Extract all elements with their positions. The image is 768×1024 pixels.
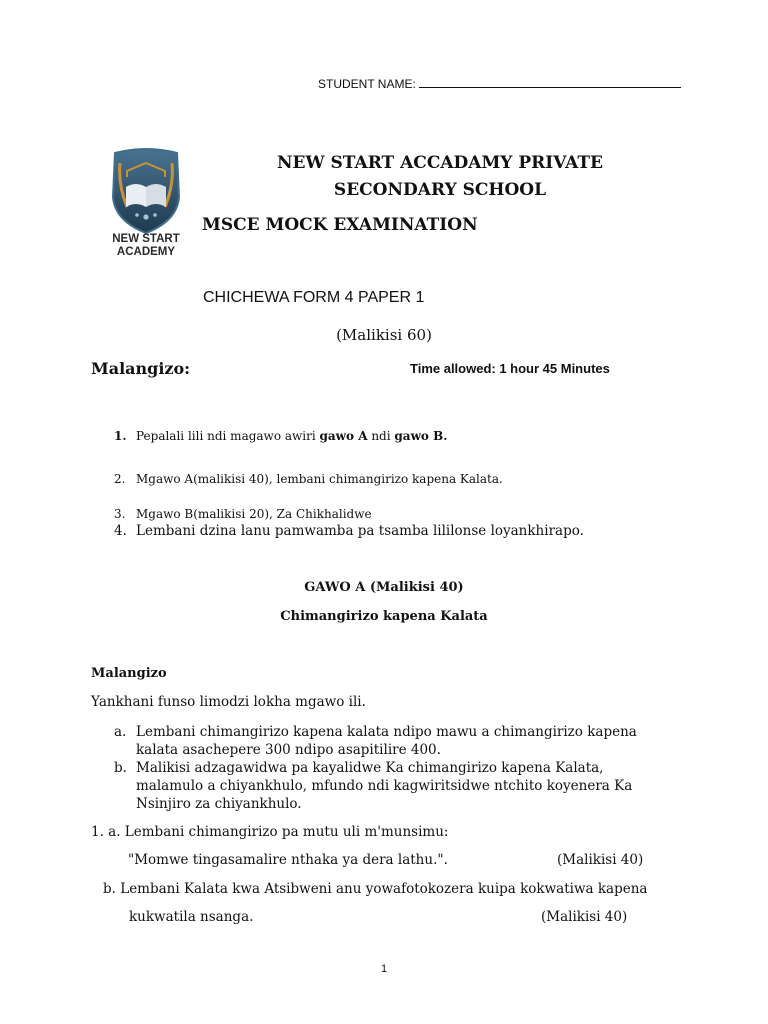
student-name-line xyxy=(318,76,681,91)
instruction-bold: gawo A xyxy=(319,429,368,443)
instruction-bold: gawo B. xyxy=(394,429,448,443)
section-a-subtitle: Chimangirizo kapena Kalata xyxy=(280,609,488,624)
instruction-text: Mgawo A(malikisi 40), lembani chimangirizo kapena Kalata. xyxy=(136,472,503,486)
section-intro: Yankhani funso limodzi lokha mgawo ili. xyxy=(91,694,366,710)
instruction-text: Lembani dzina lanu pamwamba pa tsamba lililonse loyankhirapo. xyxy=(136,523,584,539)
point-text: Lembani chimangirizo kapena kalata ndipo mawu a chimangirizo kapena kalata asachepere 300 ndipo asapitilire 400. xyxy=(136,724,637,758)
school-logo xyxy=(103,145,189,263)
question-1a: 1. a. Lembani chimangirizo pa mutu uli m'munsimu: xyxy=(91,824,449,840)
point-marker: a. xyxy=(114,724,127,740)
logo-text-line2: ACADEMY xyxy=(116,246,176,258)
paper-title: CHICHEWA FORM 4 PAPER 1 xyxy=(203,289,425,306)
section-a-title: GAWO A (Malikisi 40) xyxy=(304,580,464,595)
instructions-heading: Malangizo: xyxy=(91,359,191,378)
student-name-blank xyxy=(419,76,681,88)
total-marks-text: (Malikisi 60) xyxy=(336,326,432,344)
question-1b-marks: (Malikisi 40) xyxy=(541,909,628,925)
logo-text-line1: NEW START xyxy=(112,233,180,245)
question-1b-continued: kukwatila nsanga. xyxy=(129,909,254,925)
instruction-item-3 xyxy=(114,507,372,521)
instruction-number: 2. xyxy=(114,472,126,486)
page-number: 1 xyxy=(380,963,388,975)
question-1a-topic: "Momwe tingasamalire nthaka ya dera lathu.". xyxy=(128,852,448,868)
school-name: NEW START ACCADAMY PRIVATE SECONDARY SCHOOL xyxy=(277,153,603,200)
instruction-item-1 xyxy=(114,429,447,443)
point-marker: b. xyxy=(114,760,127,776)
instruction-text: Mgawo B(malikisi 20), Za Chikhalidwe xyxy=(136,507,372,521)
shield-logo-icon xyxy=(103,145,189,263)
instruction-item-4 xyxy=(114,523,584,539)
question-1b: b. Lembani Kalata kwa Atsibweni anu yowafotokozera kuipa kokwatiwa kapena xyxy=(103,881,648,897)
instruction-item-2 xyxy=(114,472,503,486)
instruction-number: 3. xyxy=(114,507,126,521)
time-allowed: Time allowed: 1 hour 45 Minutes xyxy=(410,361,610,376)
total-marks xyxy=(0,326,768,344)
instruction-number: 1. xyxy=(114,429,127,443)
instruction-text: Pepalali lili ndi magawo awiri xyxy=(136,429,320,443)
point-text: Malikisi adzagawidwa pa kayalidwe Ka chimangirizo kapena Kalata, malamulo a chiyankhulo, mfundo ndi kagwiritsidwe ntchito koyenera Ka Nsinjiro za chiyankhulo. xyxy=(136,760,633,812)
question-1a-marks: (Malikisi 40) xyxy=(557,852,644,868)
instruction-number: 4. xyxy=(114,523,127,539)
section-point-b xyxy=(114,759,674,813)
section-point-a xyxy=(114,723,674,759)
exam-title: MSCE MOCK EXAMINATION xyxy=(202,215,478,235)
section-instructions-heading: Malangizo xyxy=(91,666,167,681)
student-name-label: STUDENT NAME: xyxy=(318,77,416,91)
instruction-text: ndi xyxy=(367,429,395,443)
